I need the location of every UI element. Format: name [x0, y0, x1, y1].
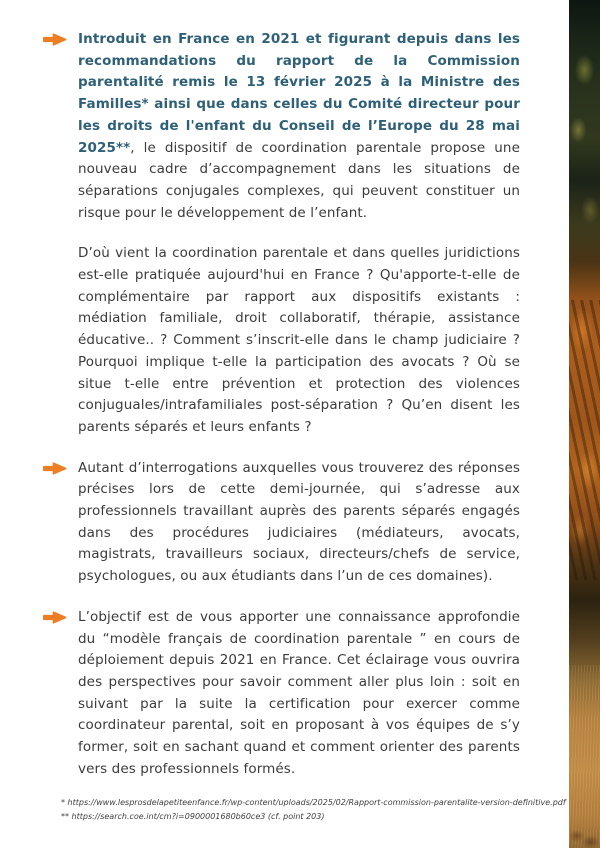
paragraph-objective [43, 607, 520, 781]
paragraph-lead-bold: Introduit en France en 2021 et figurant depuis dans les recommandations du rapport de la Commission parentalité remis le 13 février 2025 à la Ministre des Familles* ainsi que dans celles du Comité directeur pour les droits de l'enfant du Conseil de l’Europe du 28 mai 2025** [78, 31, 520, 156]
arrow-bullet-icon [43, 607, 78, 624]
footnote-2: ** https://search.coe.int/cm?i=0900001680b60ce3 (cf. point 203) [61, 812, 325, 821]
paragraph-text [78, 243, 520, 438]
autumn-forest-photo [569, 0, 600, 848]
text-column [43, 29, 566, 825]
paragraph-body: , le dispositif de coordination parentale propose une nouveau cadre d’accompagnement dans les situations de séparations conjugales complexes, qui peuvent constituer un risque pour le développement de l’enfant. [78, 139, 520, 221]
arrow-bullet-icon [43, 29, 78, 46]
paragraph-text [78, 607, 520, 781]
footnote-1: * https://www.lesprosdelapetiteenfance.fr/wp-content/uploads/2025/02/Rapport-commission-parentalite-version-definitive.pdf [61, 797, 566, 807]
photo-branches-texture [569, 300, 600, 580]
paragraph-audience [43, 458, 520, 588]
paragraph-body: Autant d’interrogations auxquelles vous trouverez des réponses précises lors de cette demi-journée, qui s’adresse aux professionnels travaillant auprès des parents séparés engagés dans des procédures judiciaires (médiateurs, avocats, magistrats, travailleurs sociaux, directeurs/chefs de service, psychologues, ou aux étudiants dans l’un de ces domaines). [78, 459, 520, 585]
paragraph-body: L’objectif est de vous apporter une connaissance approfondie du “modèle français de coordination parentale ” en cours de déploiement depuis 2021 en France. Cet éclairage vous ouvrira des perspectives pour savoir comment aller plus loin : soit en suivant par la suite la certification pour exercer comme coordinateur parental, soit en proposant à vos équipes de s’y former, soit en sachant quand et comment orienter des parents vers des professionnels formés. [78, 608, 520, 777]
paragraph-questions [43, 243, 520, 438]
paragraph-intro [43, 29, 520, 224]
paragraph-text [78, 29, 520, 224]
footnotes [61, 796, 566, 825]
photo-grass-clumps [569, 808, 600, 848]
paragraph-text [78, 458, 520, 588]
arrow-bullet-icon [43, 458, 78, 475]
paragraph-body: D’où vient la coordination parentale et dans quelles juridictions est-elle pratiquée aujourd'hui en France ? Qu'apporte-t-elle de complémentaire par rapport aux dispositifs existants : médiation familiale, droit collaboratif, thérapie, assistance éducative.. ? Comment s’inscrit-elle dans le champ judiciaire ? Pourquoi implique t-elle la participation des avocats ? Où se situe t-elle entre prévention et protection des violences conjuguales/intrafamiliales post-séparation ? Qu’en disent les parents séparés et leurs enfants ? [78, 245, 520, 435]
